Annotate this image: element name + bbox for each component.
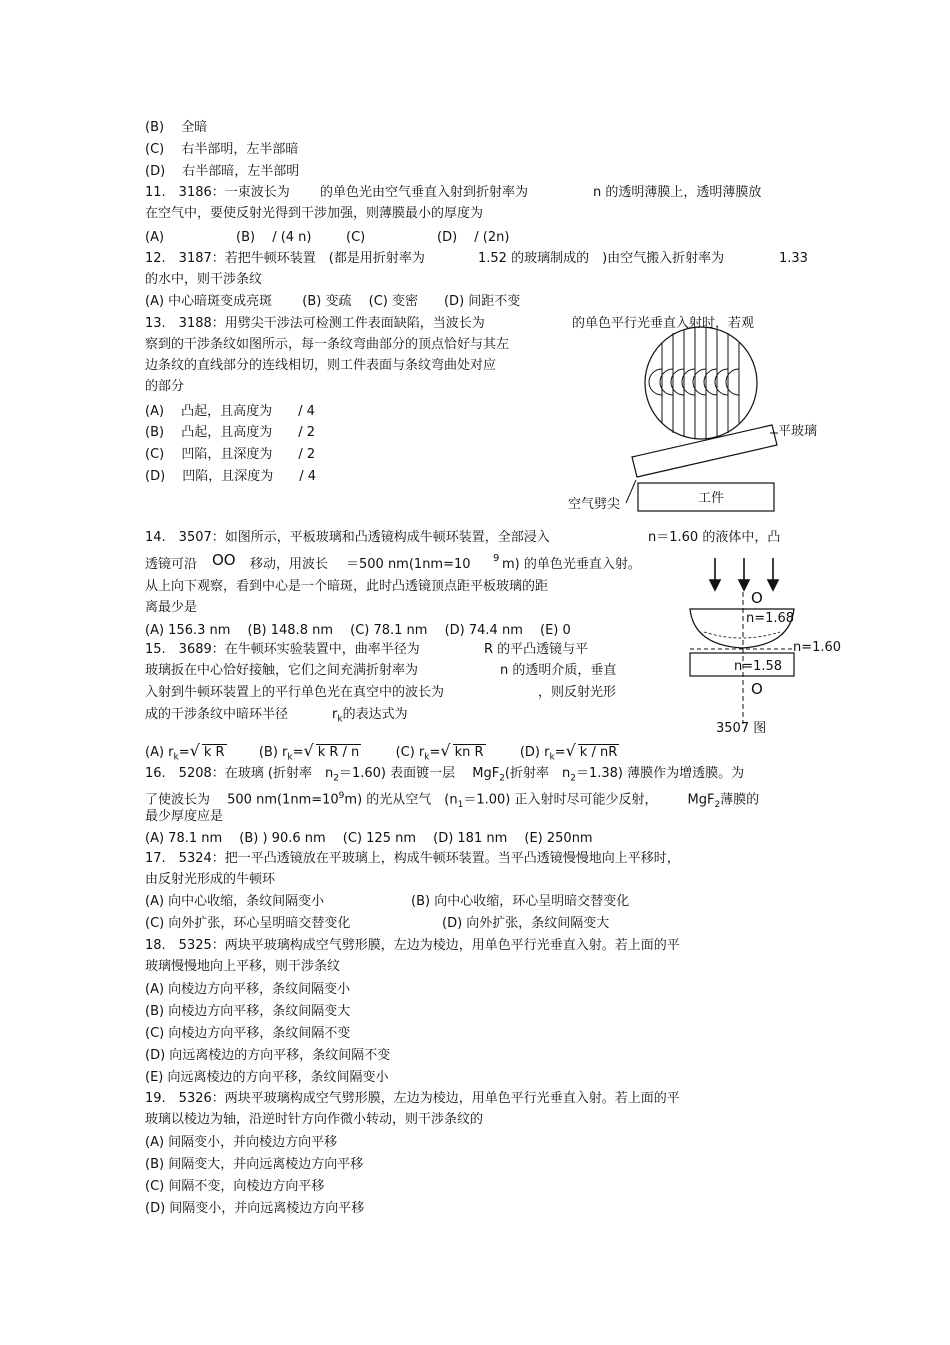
q13-stem-line2: 察到的干涉条纹如图所示，每一条纹弯曲部分的顶点恰好与其左 [145,337,510,352]
q14-stem-a: 14. 3507：如图所示，平板玻璃和凸透镜构成牛顿环装置，全部浸入 [145,530,550,545]
q11-stem-line2: 在空气中，要使反射光得到干涉加强，则薄膜最小的厚度为 [145,206,484,221]
q13-stem-line3: 边条纹的直线部分的连线相切，则工件表面与条纹弯曲处对应 [145,358,497,373]
axis-o-bottom: O [751,680,763,698]
q12-options: (A) 中心暗斑变成亮斑 (B) 变疏 (C) 变密 (D) 间距不变 [145,294,521,309]
liquid-index-label: n=1.60 [793,640,842,655]
rk-subscript: k [337,714,343,725]
q15-option-d: (D) $r_k=√$ k / nR [519,741,618,763]
q18-option-b: (B) 向棱边方向平移，条纹间隔变大 [145,1004,351,1019]
q14-stem-line2-a: 透镜可沿 [145,557,198,572]
q14-stem-line2-f: m) 的单色光垂直入射。 [502,557,641,572]
axis-o-top: O [751,589,763,607]
q12-stem-line2: 的水中，则干涉条纹 [145,272,263,287]
q19-stem-line1: 19. 5326：两块平玻璃构成空气劈形膜，左边为棱边，用单色平行光垂直入射。若上面的平 [145,1091,680,1106]
q17-stem-line1: 17. 5324：把一平凸透镜放在平玻璃上，构成牛顿环装置。当平凸透镜慢慢地向上平移时， [145,851,680,866]
q18-option-d: (D) 向远离棱边的方向平移，条纹间隔不变 [145,1048,391,1063]
q11-stem-a: 11. 3186：一束波长为 [145,185,290,200]
q18-option-c: (C) 向棱边方向平移，条纹间隔不变 [145,1026,351,1041]
q12-stem-b: 1.52 的玻璃制成的 )由空气搬入折射率为 [478,251,725,266]
q14-stem-line2-c: 移动，用波长 [250,557,329,572]
q11-option-a: (A) [145,230,165,245]
q19-option-d: (D) 间隔变小，并向远离棱边方向平移 [145,1201,365,1216]
q18-option-e: (E) 向远离棱边的方向平移，条纹间隔变小 [145,1070,389,1085]
q15-stem-line3-a: 入射到牛顿环装置上的平行单色光在真空中的波长为 [145,685,445,700]
q11-stem-b: 的单色光由空气垂直入射到折射率为 [320,185,529,200]
q11-option-c: (C) [346,230,366,245]
q15-option-c: (C) $r_k=√$ kn R [395,741,484,763]
q13-stem-a: 13. 3188：用劈尖干涉法可检测工件表面缺陷，当波长为 [145,316,485,331]
q18-stem-line2: 玻璃慢慢地向上平移，则干涉条纹 [145,959,341,974]
q16-stem-line1: 16. 5208：在玻璃 (折射率 $n_2=1.60$) 表面镀一层 MgF$_2$(折射率 $n_2=1.38$) 薄膜作为增透膜。为 [145,766,745,784]
q15-stem-line2-b: n 的透明介质，垂直 [500,663,617,678]
q10-option-b: (B) 全暗 [145,120,208,135]
q19-option-b: (B) 间隔变大，并向远离棱边方向平移 [145,1157,364,1172]
air-wedge-label: 空气劈尖 [568,497,621,512]
q14-stem-line3: 从上向下观察，看到中心是一个暗斑，此时凸透镜顶点距平板玻璃的距 [145,579,549,594]
q15-stem-a: 15. 3689：在牛顿环实验装置中，曲率半径为 [145,642,420,657]
q17-option-b: (B) 向中心收缩，环心呈明暗交替变化 [411,894,630,909]
q19-option-a: (A) 间隔变小，并向棱边方向平移 [145,1135,338,1150]
q13-option-a: (A) 凸起，且高度为 / 4 [145,404,315,419]
q17-option-c: (C) 向外扩张，环心呈明暗交替变化 [145,916,351,931]
rk-symbol: r [332,707,338,722]
q19-option-c: (C) 间隔不变，向棱边方向平移 [145,1179,325,1194]
q15-stem-b: R 的平凸透镜与平 [484,642,589,657]
q14-stem-line4: 离最少是 [145,600,198,615]
q17-option-d: (D) 向外扩张，条纹间隔变大 [442,916,610,931]
q16-options: (A) 78.1 nm (B) ) 90.6 nm (C) 125 nm (D) 181 nm (E) 250nm [145,831,593,846]
flat-glass-label: 平玻璃 [778,424,818,439]
q18-stem-line1: 18. 5325：两块平玻璃构成空气劈形膜，左边为棱边，用单色平行光垂直入射。若上面的平 [145,938,680,953]
q18-option-a: (A) 向棱边方向平移，条纹间隔变小 [145,982,351,997]
q13-option-b: (B) 凸起，且高度为 / 2 [145,425,315,440]
workpiece-label: 工件 [698,491,725,506]
q15-stem-line4 [145,706,408,729]
q12-stem-c: 1.33 [779,251,808,266]
newton-rings-figure [680,552,850,742]
q13-stem-line4: 的部分 [145,379,185,394]
wedge-figure [560,325,840,520]
q14-exponent: 9 [493,553,500,564]
q11-option-d: (D) / (2n) [437,230,510,245]
q14-stem-line2-d: ＝500 nm(1nm=10 [346,557,471,572]
q15-stem-line4-a: 成的干涉条纹中暗环半径 [145,707,289,722]
q13-option-d: (D) 凹陷，且深度为 / 4 [145,469,317,484]
lens-index-label: n=1.68 [746,611,795,626]
figure-caption-3507: 3507 图 [716,721,767,736]
q14-stem-b: n＝1.60 的液体中，凸 [648,530,781,545]
q16-stem-line3: 最少厚度应是 [145,809,224,824]
plate-index-label: n=1.58 [734,659,783,674]
q10-option-d: (D) 右半部暗，左半部明 [145,164,300,179]
q15-stem-line2-a: 玻璃扳在中心恰好接触，它们之间充满折射率为 [145,663,419,678]
q11-stem-c: n 的透明薄膜上，透明薄膜放 [593,185,762,200]
q15-stem-line3-b: ，则反射光形 [538,685,617,700]
q15-option-b: (B) $r_k=√$ k R / n [258,741,360,763]
q12-stem-a: 12. 3187：若把牛顿环装置 (都是用折射率为 [145,251,425,266]
q17-option-a: (A) 向中心收缩，条纹间隔变小 [145,894,325,909]
q13-stem-b: 的单色平行光垂直入射时，若观 [572,316,755,331]
q14-options: (A) 156.3 nm (B) 148.8 nm (C) 78.1 nm (D) 74.4 nm (E) 0 [145,623,571,638]
q15-option-a: (A) $r_k=√$ k R [145,741,225,763]
q15-stem-line4-d: 的表达式为 [342,707,408,722]
q14-oo-axis: OO [212,551,236,569]
q10-option-c: (C) 右半部明，左半部暗 [145,142,299,157]
q11-option-b: (B) / (4 n) [236,230,312,245]
q16-stem-line2: 了使波长为 500 $nm(1nm=10^9m)$ 的光从空气 $(n_1=1.00)$ 正入射时尽可能少反射， MgF$_2$薄膜的 [145,791,760,810]
q17-stem-line2: 由反射光形成的牛顿环 [145,872,276,887]
q19-stem-line2: 玻璃以棱边为轴，沿逆时针方向作微小转动，则干涉条纹的 [145,1112,484,1127]
q13-option-c: (C) 凹陷，且深度为 / 2 [145,447,316,462]
